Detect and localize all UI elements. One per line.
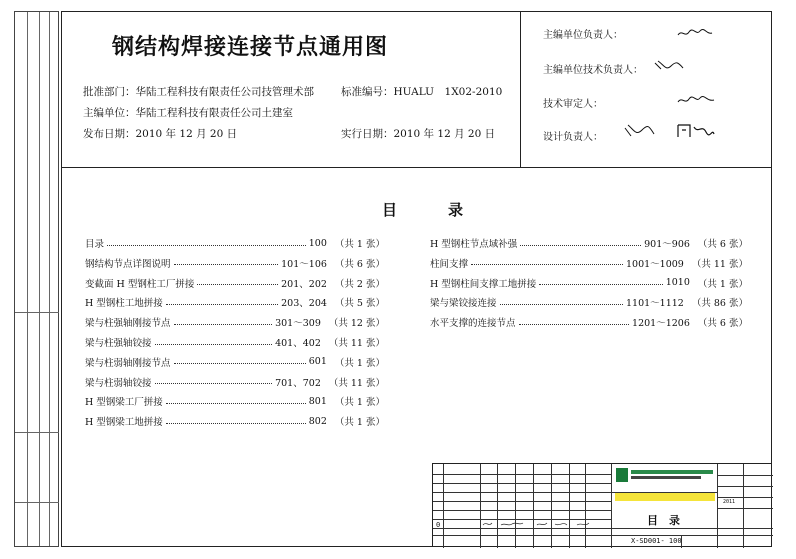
toc-leader-dots — [155, 383, 273, 384]
document-title: 钢结构焊接连接节点通用图 — [112, 35, 389, 60]
signature-reviewer — [676, 91, 716, 103]
toc-entry — [85, 374, 385, 390]
toc-entry-label: H 型钢柱节点域补强 — [430, 239, 518, 250]
header-divider-rule — [61, 167, 772, 168]
toc-entry — [85, 413, 385, 429]
toc-entry-count: （共 86 张） — [691, 298, 748, 310]
toc-entry-label: 梁与柱弱轴刚接节点 — [85, 357, 171, 369]
signature-chief — [676, 24, 714, 36]
toc-entry — [85, 354, 385, 370]
toc-entry-pages: 301～309 — [275, 318, 321, 330]
year: 2011 — [723, 499, 736, 505]
toc-entry — [85, 314, 385, 330]
toc-entry-pages: 1101～1112 — [626, 298, 684, 310]
toc-entry-label: H 型钢梁工厂拼接 — [85, 397, 163, 409]
toc-entry-pages: 1010 — [665, 277, 690, 289]
toc-entry-count: （共 1 张） — [334, 417, 385, 429]
sig-label-reviewer: 技术审定人： — [543, 99, 603, 110]
toc-entry — [85, 393, 385, 409]
toc-entry-count: （共 1 张） — [334, 357, 385, 369]
editor-unit: 主编单位：华陆工程科技有限责任公司土建室 — [83, 107, 293, 119]
toc-entry — [85, 334, 385, 350]
toc-entry-count: （共 5 张） — [334, 298, 385, 310]
project-name-bar — [615, 493, 715, 501]
toc-entry-pages: 901～906 — [644, 239, 690, 250]
toc-entry — [430, 314, 748, 330]
title-block — [432, 463, 772, 547]
toc-leader-dots — [174, 324, 273, 325]
sheet-title: 目 录 — [647, 514, 680, 527]
toc-leader-dots — [197, 284, 278, 285]
approval-dept: 批准部门：华陆工程科技有限责任公司技管理术部 — [83, 86, 314, 98]
toc-entry — [85, 255, 385, 271]
toc-entry — [430, 294, 748, 310]
toc-entry-count: （共 6 张） — [697, 318, 748, 330]
toc-entry-pages: 802 — [308, 415, 327, 427]
toc-entry-pages: 1201～1206 — [632, 318, 690, 330]
toc-entry-count: （共 6 张） — [697, 239, 748, 250]
review-signatures — [481, 520, 611, 528]
toc-entry-pages: 401、402 — [275, 338, 321, 349]
toc-entry-label: H 型钢梁工地拼接 — [85, 417, 163, 429]
toc-entry — [85, 275, 385, 291]
toc-entry-count: （共 1 张） — [334, 397, 385, 409]
toc-entry-label: 变截面 H 型钢柱工厂拼接 — [85, 278, 195, 290]
toc-leader-dots — [519, 324, 630, 325]
toc-entry-label: 目录 — [85, 239, 105, 250]
toc-entry — [430, 235, 748, 251]
toc-entry-pages: 100 — [308, 237, 327, 249]
toc-entry — [430, 255, 748, 271]
toc-entry-label: 梁与柱弱轴铰接 — [85, 377, 152, 389]
effective-date: 实行日期：2010 年 12 月 20 日 — [341, 128, 496, 140]
toc-entry-count: （共 11 张） — [328, 377, 385, 389]
toc-leader-dots — [155, 344, 273, 345]
signature-design-lead — [622, 122, 718, 140]
toc-entry-label: 钢结构节点详图说明 — [85, 258, 171, 270]
toc-leader-dots — [539, 284, 662, 285]
toc-entry-label: 水平支撑的连接节点 — [430, 318, 516, 330]
toc-entry — [85, 294, 385, 310]
company-name-bar — [631, 470, 713, 474]
toc-entry-label: H 型钢柱工地拼接 — [85, 298, 163, 310]
toc-entry-pages: 101～106 — [281, 258, 327, 270]
revision-number: 0 — [436, 521, 441, 529]
toc-entry-label: 梁与梁铰接连接 — [430, 298, 497, 310]
toc-entry-pages: 1001～1009 — [626, 258, 684, 270]
toc-leader-dots — [166, 403, 306, 404]
sig-label-design-lead: 设计负责人： — [543, 132, 603, 143]
toc-entry-label: H 型钢柱间支撑工地拼接 — [430, 278, 537, 290]
toc-entry — [85, 235, 385, 251]
toc-leader-dots — [471, 264, 623, 265]
company-logo — [616, 468, 628, 482]
toc-entry-count: （共 1 张） — [334, 239, 385, 250]
toc-title: 目 录 — [382, 201, 482, 219]
toc-entry-pages: 201、202 — [281, 278, 327, 290]
toc-entry-label: 柱间支撑 — [430, 258, 469, 270]
toc-leader-dots — [174, 264, 279, 265]
toc-leader-dots — [500, 304, 623, 305]
sig-label-tech-chief: 主编单位技术负责人： — [543, 65, 643, 76]
toc-leader-dots — [166, 304, 278, 305]
toc-entry-count: （共 11 张） — [691, 258, 748, 270]
drawing-number: X-SD001- 100 — [631, 537, 682, 545]
toc-entry — [430, 275, 748, 291]
toc-leader-dots — [174, 363, 306, 364]
toc-entry-pages: 203、204 — [281, 298, 327, 310]
binding-strip — [14, 11, 59, 547]
toc-entry-label: 梁与柱强轴铰接 — [85, 338, 152, 349]
signature-tech-chief — [652, 58, 688, 72]
toc-entry-pages: 801 — [308, 395, 327, 407]
standard-no: 标准编号：HUALU 1X02-2010 — [341, 86, 503, 98]
toc-entry-count: （共 11 张） — [328, 338, 385, 349]
toc-entry-count: （共 12 张） — [328, 318, 385, 330]
toc-leader-dots — [520, 245, 641, 246]
toc-entry-count: （共 6 张） — [334, 258, 385, 270]
toc-entry-count: （共 1 张） — [697, 278, 748, 290]
header-vertical-divider — [520, 11, 521, 167]
sig-label-chief: 主编单位负责人： — [543, 30, 623, 41]
toc-entry-label: 梁与柱强轴刚接节点 — [85, 318, 171, 330]
toc-entry-count: （共 2 张） — [334, 278, 385, 290]
toc-entry-pages: 601 — [308, 356, 327, 368]
toc-entry-pages: 701、702 — [275, 377, 321, 389]
toc-leader-dots — [107, 245, 306, 246]
toc-leader-dots — [166, 423, 306, 424]
publish-date: 发布日期：2010 年 12 月 20 日 — [83, 128, 238, 140]
